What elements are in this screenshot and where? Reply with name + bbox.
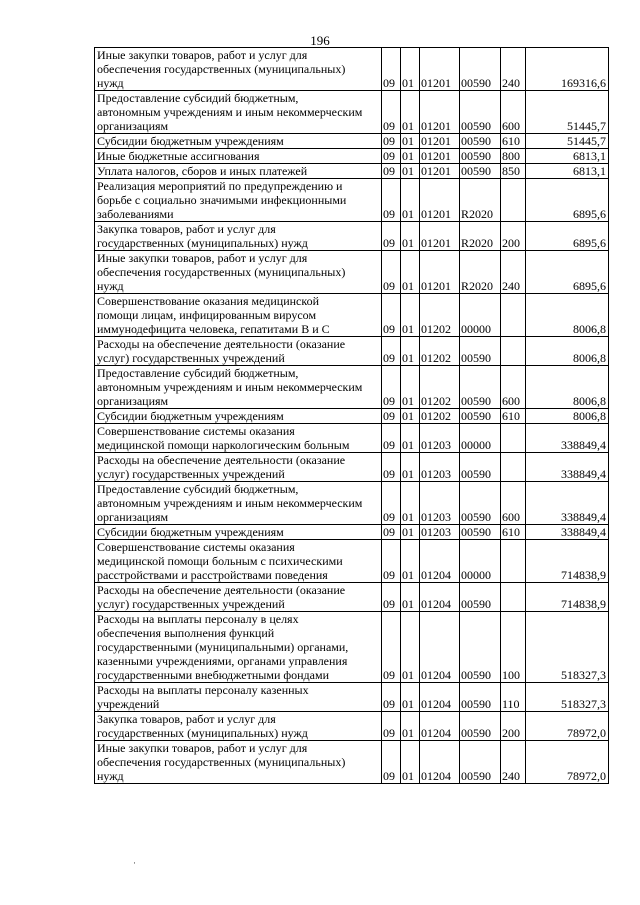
target-article-part2-cell: 00000 (460, 294, 501, 337)
subsection-code-cell: 01 (401, 366, 420, 409)
amount-cell: 169316,6 (526, 48, 609, 91)
item-name-line: Предоставление субсидий бюджетным, (97, 91, 299, 105)
item-name-cell (95, 179, 382, 222)
target-article-part1-cell: 01202 (420, 294, 460, 337)
target-article-part1-cell: 01201 (420, 134, 460, 149)
item-name-cell (95, 337, 382, 366)
target-article-part2-cell: R2020 (460, 251, 501, 294)
item-name-cell (95, 525, 382, 540)
table-row (95, 91, 609, 134)
target-article-part2-cell: 00590 (460, 712, 501, 741)
target-article-part1-cell: 01202 (420, 409, 460, 424)
item-name-cell (95, 48, 382, 91)
item-name-line: Закупка товаров, работ и услуг для (97, 712, 276, 726)
expense-type-cell (501, 337, 526, 366)
amount-cell: 6895,6 (526, 179, 609, 222)
section-code-cell: 09 (382, 222, 401, 251)
item-name-line: медицинской помощи больным с психическими (97, 554, 343, 568)
expense-type-cell (501, 294, 526, 337)
subsection-code-cell: 01 (401, 712, 420, 741)
item-name-line: Субсидии бюджетным учреждениям (97, 525, 284, 539)
subsection-code-cell: 01 (401, 251, 420, 294)
expense-type-cell (501, 540, 526, 583)
subsection-code-cell: 01 (401, 164, 420, 179)
item-name-line: нужд (97, 769, 124, 783)
item-name-cell (95, 583, 382, 612)
item-name-line: заболеваниями (97, 207, 174, 221)
amount-cell: 518327,3 (526, 612, 609, 683)
target-article-part1-cell: 01203 (420, 424, 460, 453)
item-name-line: Расходы на обеспечение деятельности (оказание (97, 453, 346, 467)
target-article-part1-cell: 01202 (420, 337, 460, 366)
amount-cell: 51445,7 (526, 134, 609, 149)
target-article-part2-cell: 00590 (460, 164, 501, 179)
subsection-code-cell: 01 (401, 482, 420, 525)
subsection-code-cell: 01 (401, 741, 420, 784)
subsection-code-cell: 01 (401, 525, 420, 540)
table-row (95, 424, 609, 453)
target-article-part2-cell: 00590 (460, 612, 501, 683)
expense-type-cell: 100 (501, 612, 526, 683)
expense-type-cell (501, 453, 526, 482)
item-name-line: услуг) государственных учреждений (97, 467, 285, 481)
target-article-part1-cell: 01204 (420, 540, 460, 583)
target-article-part1-cell: 01203 (420, 482, 460, 525)
section-code-cell: 09 (382, 424, 401, 453)
item-name-line: государственных (муниципальных) нужд (97, 726, 308, 740)
subsection-code-cell: 01 (401, 222, 420, 251)
amount-cell: 8006,8 (526, 294, 609, 337)
amount-cell: 338849,4 (526, 525, 609, 540)
item-name-line: Предоставление субсидий бюджетным, (97, 482, 299, 496)
subsection-code-cell: 01 (401, 540, 420, 583)
amount-cell: 714838,9 (526, 583, 609, 612)
section-code-cell: 09 (382, 525, 401, 540)
item-name-cell (95, 164, 382, 179)
item-name-cell (95, 540, 382, 583)
section-code-cell: 09 (382, 482, 401, 525)
item-name-cell (95, 409, 382, 424)
target-article-part2-cell: 00590 (460, 48, 501, 91)
item-name-line: Расходы на обеспечение деятельности (оказание (97, 337, 346, 351)
amount-cell: 338849,4 (526, 482, 609, 525)
amount-cell: 8006,8 (526, 337, 609, 366)
item-name-line: государственными внебюджетными фондами (97, 668, 330, 682)
amount-cell: 518327,3 (526, 683, 609, 712)
amount-cell: 51445,7 (526, 91, 609, 134)
item-name-line: обеспечения государственных (муниципальных) (97, 755, 346, 769)
section-code-cell: 09 (382, 251, 401, 294)
item-name-line: Расходы на выплаты персоналу в целях (97, 612, 299, 626)
item-name-cell (95, 453, 382, 482)
table-row (95, 294, 609, 337)
subsection-code-cell: 01 (401, 149, 420, 164)
expense-type-cell: 240 (501, 251, 526, 294)
item-name-line: обеспечения выполнения функций (97, 626, 275, 640)
item-name-line: Уплата налогов, сборов и иных платежей (97, 164, 308, 178)
table-row (95, 409, 609, 424)
table-body (95, 48, 609, 784)
target-article-part1-cell: 01201 (420, 149, 460, 164)
table-row (95, 164, 609, 179)
table-row (95, 149, 609, 164)
target-article-part1-cell: 01203 (420, 453, 460, 482)
item-name-line: борьбе с социально значимыми инфекционными (97, 193, 347, 207)
item-name-line: государственных (муниципальных) нужд (97, 236, 308, 250)
item-name-line: нужд (97, 279, 124, 293)
target-article-part1-cell: 01201 (420, 91, 460, 134)
amount-cell: 78972,0 (526, 712, 609, 741)
table-row (95, 741, 609, 784)
table-row (95, 366, 609, 409)
target-article-part2-cell: 00590 (460, 149, 501, 164)
target-article-part1-cell: 01204 (420, 712, 460, 741)
item-name-line: медицинской помощи наркологическим больным (97, 438, 350, 452)
item-name-line: Предоставление субсидий бюджетным, (97, 366, 299, 380)
item-name-line: Иные бюджетные ассигнования (97, 149, 260, 163)
item-name-line: Совершенствование оказания медицинской (97, 294, 319, 308)
item-name-cell (95, 366, 382, 409)
expense-type-cell (501, 424, 526, 453)
item-name-line: расстройствами и расстройствами поведения (97, 568, 328, 582)
item-name-line: автономным учреждениям и иным некоммерческим (97, 496, 363, 510)
item-name-line: Реализация мероприятий по предупреждению и (97, 179, 343, 193)
item-name-cell (95, 482, 382, 525)
amount-cell: 6813,1 (526, 149, 609, 164)
table-row (95, 683, 609, 712)
table-row (95, 712, 609, 741)
expense-type-cell: 240 (501, 48, 526, 91)
target-article-part1-cell: 01201 (420, 179, 460, 222)
table-row (95, 251, 609, 294)
section-code-cell: 09 (382, 134, 401, 149)
section-code-cell: 09 (382, 612, 401, 683)
item-name-line: организациям (97, 510, 169, 524)
section-code-cell: 09 (382, 540, 401, 583)
target-article-part2-cell: 00590 (460, 453, 501, 482)
expense-type-cell: 800 (501, 149, 526, 164)
table-row (95, 482, 609, 525)
item-name-line: иммунодефицита человека, гепатитами В и С (97, 322, 330, 336)
target-article-part2-cell: 00590 (460, 91, 501, 134)
subsection-code-cell: 01 (401, 424, 420, 453)
table-row (95, 525, 609, 540)
expense-type-cell: 240 (501, 741, 526, 784)
target-article-part2-cell: 00590 (460, 409, 501, 424)
section-code-cell: 09 (382, 741, 401, 784)
target-article-part1-cell: 01201 (420, 164, 460, 179)
item-name-line: государственными (муниципальными) органами, (97, 640, 349, 654)
item-name-line: казенными учреждениями, органами управления (97, 654, 348, 668)
item-name-line: Субсидии бюджетным учреждениям (97, 409, 284, 423)
expense-type-cell (501, 583, 526, 612)
section-code-cell: 09 (382, 583, 401, 612)
target-article-part1-cell: 01201 (420, 251, 460, 294)
subsection-code-cell: 01 (401, 134, 420, 149)
item-name-cell (95, 612, 382, 683)
expense-type-cell: 600 (501, 482, 526, 525)
item-name-cell (95, 683, 382, 712)
expense-type-cell: 850 (501, 164, 526, 179)
table-row (95, 583, 609, 612)
amount-cell: 78972,0 (526, 741, 609, 784)
item-name-line: обеспечения государственных (муниципальных) (97, 62, 346, 76)
subsection-code-cell: 01 (401, 91, 420, 134)
item-name-cell (95, 134, 382, 149)
expense-type-cell: 600 (501, 366, 526, 409)
item-name-line: Иные закупки товаров, работ и услуг для (97, 251, 308, 265)
target-article-part2-cell: R2020 (460, 222, 501, 251)
item-name-line: Совершенствование системы оказания (97, 540, 295, 554)
item-name-cell (95, 91, 382, 134)
section-code-cell: 09 (382, 48, 401, 91)
subsection-code-cell: 01 (401, 48, 420, 91)
item-name-line: организациям (97, 394, 169, 408)
section-code-cell: 09 (382, 91, 401, 134)
item-name-line: услуг) государственных учреждений (97, 351, 285, 365)
subsection-code-cell: 01 (401, 583, 420, 612)
item-name-cell (95, 251, 382, 294)
item-name-line: Совершенствование системы оказания (97, 424, 295, 438)
item-name-line: Субсидии бюджетным учреждениям (97, 134, 284, 148)
section-code-cell: 09 (382, 164, 401, 179)
target-article-part2-cell: 00590 (460, 337, 501, 366)
target-article-part2-cell: 00590 (460, 134, 501, 149)
table-row (95, 134, 609, 149)
target-article-part2-cell: 00590 (460, 525, 501, 540)
table-row (95, 179, 609, 222)
section-code-cell: 09 (382, 453, 401, 482)
target-article-part2-cell: 00000 (460, 540, 501, 583)
item-name-line: Расходы на выплаты персоналу казенных (97, 683, 309, 697)
subsection-code-cell: 01 (401, 294, 420, 337)
item-name-cell (95, 424, 382, 453)
target-article-part1-cell: 01202 (420, 366, 460, 409)
table-row (95, 48, 609, 91)
target-article-part2-cell: 00590 (460, 583, 501, 612)
item-name-cell (95, 741, 382, 784)
amount-cell: 6895,6 (526, 222, 609, 251)
item-name-line: автономным учреждениям и иным некоммерческим (97, 105, 363, 119)
section-code-cell: 09 (382, 337, 401, 366)
amount-cell: 338849,4 (526, 453, 609, 482)
amount-cell: 714838,9 (526, 540, 609, 583)
expense-type-cell: 110 (501, 683, 526, 712)
amount-cell: 338849,4 (526, 424, 609, 453)
subsection-code-cell: 01 (401, 179, 420, 222)
section-code-cell: 09 (382, 179, 401, 222)
table-row (95, 453, 609, 482)
table-row (95, 612, 609, 683)
expense-type-cell: 610 (501, 134, 526, 149)
item-name-line: услуг) государственных учреждений (97, 597, 285, 611)
item-name-line: Иные закупки товаров, работ и услуг для (97, 48, 308, 62)
expense-type-cell: 600 (501, 91, 526, 134)
item-name-line: Закупка товаров, работ и услуг для (97, 222, 276, 236)
table-row (95, 540, 609, 583)
amount-cell: 8006,8 (526, 366, 609, 409)
expense-type-cell: 610 (501, 409, 526, 424)
table-row (95, 337, 609, 366)
subsection-code-cell: 01 (401, 409, 420, 424)
scan-mark: · (133, 858, 136, 868)
target-article-part1-cell: 01204 (420, 612, 460, 683)
item-name-cell (95, 712, 382, 741)
item-name-cell (95, 222, 382, 251)
item-name-line: Расходы на обеспечение деятельности (оказание (97, 583, 346, 597)
expense-type-cell (501, 179, 526, 222)
target-article-part1-cell: 01203 (420, 525, 460, 540)
target-article-part1-cell: 01204 (420, 583, 460, 612)
target-article-part1-cell: 01204 (420, 741, 460, 784)
item-name-line: учреждений (97, 697, 160, 711)
section-code-cell: 09 (382, 712, 401, 741)
expense-type-cell: 200 (501, 222, 526, 251)
subsection-code-cell: 01 (401, 683, 420, 712)
item-name-cell (95, 149, 382, 164)
subsection-code-cell: 01 (401, 453, 420, 482)
item-name-line: нужд (97, 76, 124, 90)
target-article-part2-cell: 00590 (460, 741, 501, 784)
item-name-line: помощи лицам, инфицированным вирусом (97, 308, 317, 322)
table-row (95, 222, 609, 251)
amount-cell: 8006,8 (526, 409, 609, 424)
subsection-code-cell: 01 (401, 612, 420, 683)
target-article-part1-cell: 01204 (420, 683, 460, 712)
expense-type-cell: 200 (501, 712, 526, 741)
page-number: 196 (310, 33, 330, 48)
target-article-part2-cell: 00590 (460, 482, 501, 525)
item-name-line: организациям (97, 119, 169, 133)
subsection-code-cell: 01 (401, 337, 420, 366)
section-code-cell: 09 (382, 683, 401, 712)
section-code-cell: 09 (382, 294, 401, 337)
item-name-cell (95, 294, 382, 337)
target-article-part2-cell: 00000 (460, 424, 501, 453)
section-code-cell: 09 (382, 149, 401, 164)
expense-type-cell: 610 (501, 525, 526, 540)
item-name-line: Иные закупки товаров, работ и услуг для (97, 741, 308, 755)
item-name-line: обеспечения государственных (муниципальных) (97, 265, 346, 279)
section-code-cell: 09 (382, 409, 401, 424)
target-article-part1-cell: 01201 (420, 222, 460, 251)
target-article-part2-cell: R2020 (460, 179, 501, 222)
target-article-part2-cell: 00590 (460, 683, 501, 712)
target-article-part2-cell: 00590 (460, 366, 501, 409)
amount-cell: 6895,6 (526, 251, 609, 294)
target-article-part1-cell: 01201 (420, 48, 460, 91)
item-name-line: автономным учреждениям и иным некоммерческим (97, 380, 363, 394)
section-code-cell: 09 (382, 366, 401, 409)
amount-cell: 6813,1 (526, 164, 609, 179)
budget-table (94, 47, 609, 784)
